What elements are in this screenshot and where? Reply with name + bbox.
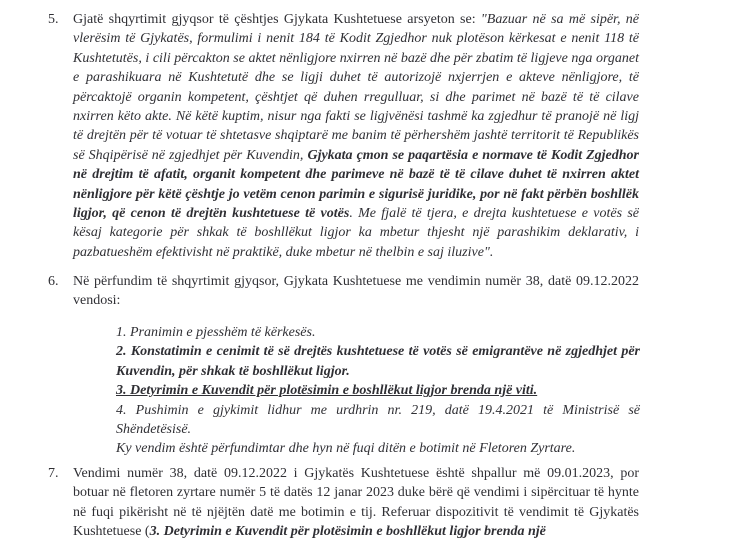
paragraph-number: 5. <box>48 12 59 27</box>
decision-item-4: 4. Pushimin e gjykimit lidhur me urdhrin nr. 219, datë 19.4.2021 të Ministrisë së Shëndetësisë. <box>116 402 640 438</box>
paragraph-text: Në përfundim të shqyrtimit gjyqsor, Gjykata Kushtetuese me vendimin numër 38, datë 09.12.2022 vendosi: <box>73 274 639 309</box>
decision-item-2: 2. Konstatimin e cenimit të së drejtës kushtetuese të votës së emigrantëve në zgjedhjet për Kuvendin, për shkak të boshllëkut ligjor. <box>116 344 640 379</box>
decision-list <box>116 323 640 459</box>
paragraph-body: Vendimi numër 38, datë 09.12.2022 i Gjykatës Kushtetuese është shpallur më 09.01.2023, por botuar në fletoren zyrtare numër 5 të datës 12 janar 2023 duke bërë që vendimi i sipërcituar të hynte në fuqi pikërisht në të njëjtën datë me botimin e tij. Referuar dispozitivit të vendimit të Gjykatës Kushtetuese ( <box>73 466 639 540</box>
court-quote-tail: . Me fjalë të tjera, e drejta kushtetuese e votës së kësaj kategorie për shkak të boshllëkut ligjor ka mbetur thjesht një parashikim deklarativ, i pazbatueshëm efektivisht në praktikë, duke mbetur në thelbin e saj iluzive". <box>73 206 639 260</box>
decision-closing: Ky vendim është përfundimtar dhe hyn në fuqi ditën e botimit në Fletoren Zyrtare. <box>116 441 576 457</box>
decision-item-1: 1. Pranimin e pjesshëm të kërkesës. <box>116 325 316 340</box>
paragraph-intro: Gjatë shqyrtimit gjyqsor të çështjes Gjykata Kushtetuese arsyeton se: <box>73 12 481 27</box>
decision-item-3: 3. Detyrimin e Kuvendit për plotësimin e boshllëkut ligjor brenda një viti. <box>116 383 538 399</box>
court-quote-bold: Gjykata çmon se paqartësia e normave të Kodit Zgjedhor në drejtim të afatit, organit kompetent dhe parimeve në bazë të të cilave duhet të nxirren aktet nënligjore për këtë çështje jo vetëm cenon parimin e sigurisë juridike, por në fakt përbën boshllëk ligjor, që cenon të drejtën kushtetuese të votës <box>73 147 640 222</box>
paragraph-bold-tail: 3. Detyrimin e Kuvendit për plotësimin e boshllëkut ligjor brenda një <box>149 524 546 540</box>
paragraph-text <box>73 464 639 542</box>
paragraph-number: 7. <box>48 466 59 481</box>
paragraph-text <box>73 10 639 262</box>
paragraph-number: 6. <box>48 274 59 289</box>
court-quote: "Bazuar në sa më sipër, në vlerësim të Gjykatës, formulimi i nenit 184 të Kodit Zgjedhor nuk plotëson kërkesat e nenit 118 të Kushtetutës, i cili përcakton se aktet nënligjore nxirren në bazë dhe për zbatim të ligjeve nga organet e parashikuara në Kushtetutë dhe se ligji duhet të autorizojë nxjerrjen e akteve nënligjore, të përcaktojë organin kompetent, çështjet që duhen rregulluar, si dhe parimet në bazë të të cilave nxirren këto akte. Në këtë kuptim, nisur nga fakti se ligjvënësi tashmë ka zgjedhur të pranojë në ligj të drejtën për të votuar të shtetasve shqiptarë me banim të përhershëm jashtë territorit të Republikës së Shqipërisë në zgjedhjet për Kuvendin, <box>73 12 639 163</box>
